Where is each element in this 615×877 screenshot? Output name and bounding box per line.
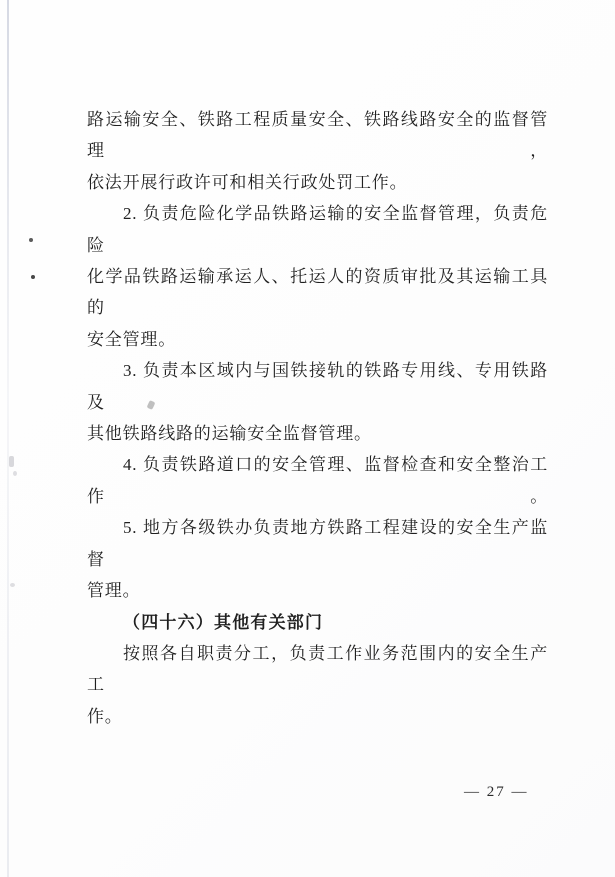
- body-line: 作。: [87, 706, 123, 726]
- body-line: 管理。: [87, 581, 141, 601]
- scan-speck: [10, 583, 15, 587]
- body-line: 3. 负责本区域内与国铁接轨的铁路专用线、专用铁路及: [87, 361, 548, 412]
- scan-speck: [31, 275, 35, 279]
- body-line: 2. 负责危险化学品铁路运输的安全监督管理，负责危险: [87, 204, 548, 255]
- body-line: 安全管理。: [87, 329, 176, 349]
- body-line: 5. 地方各级铁办负责地方铁路工程建设的安全生产监督: [87, 518, 548, 569]
- page-number: — 27 —: [464, 784, 529, 800]
- scan-edge-artifact: [7, 0, 9, 877]
- scan-speck: [29, 238, 33, 242]
- scan-speck: [9, 456, 14, 467]
- body-line: 4. 负责铁路道口的安全管理、监督检查和安全整治工作。: [87, 455, 548, 506]
- body-line: 化学品铁路运输承运人、托运人的资质审批及其运输工具的: [87, 267, 548, 318]
- body-line: 其他铁路线路的运输安全监督管理。: [87, 424, 372, 444]
- body-line: 路运输安全、铁路工程质量安全、铁路线路安全的监督管理，: [87, 110, 548, 161]
- text-block: [87, 104, 548, 732]
- section-heading: （四十六）其他有关部门: [123, 612, 324, 632]
- body-line: 依法开展行政许可和相关行政处罚工作。: [87, 172, 408, 192]
- scan-speck: [13, 471, 17, 476]
- body-line: 按照各自职责分工，负责工作业务范围内的安全生产工: [87, 643, 548, 695]
